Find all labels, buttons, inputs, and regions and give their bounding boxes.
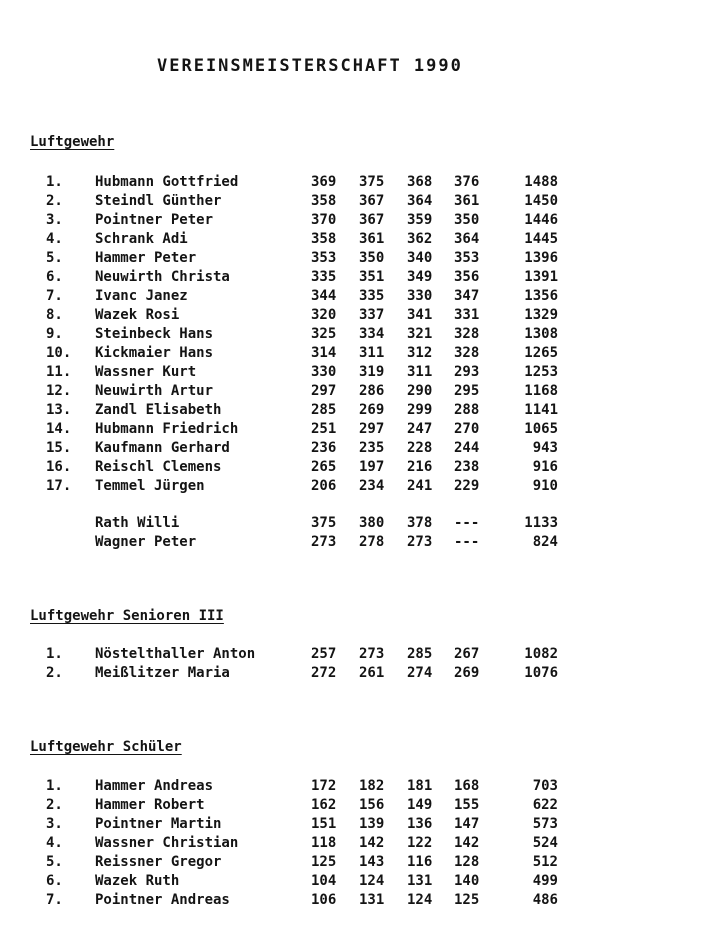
score-3: 136 [407,816,433,832]
total-score: 573 [532,816,558,832]
shooter-name: Schrank Adi [95,231,188,247]
score-1: 314 [311,345,337,361]
score-3: 285 [407,646,433,662]
score-3: 341 [407,307,433,323]
score-2: 261 [359,665,385,681]
total-score: 1168 [524,383,558,399]
score-3: 311 [407,364,433,380]
shooter-name: Kickmaier Hans [95,345,214,361]
shooter-name: Ivanc Janez [95,288,188,304]
rank: 2. [46,193,63,209]
score-4: 142 [454,835,480,851]
total-score: 703 [532,778,558,794]
table-row [0,646,720,665]
score-4: 140 [454,873,480,889]
score-4: 331 [454,307,480,323]
score-4: 238 [454,459,480,475]
score-4: --- [454,515,480,531]
score-1: 151 [311,816,337,832]
score-4: 353 [454,250,480,266]
score-3: 181 [407,778,433,794]
rank: 4. [46,835,63,851]
score-2: 286 [359,383,385,399]
rank: 11. [46,364,72,380]
total-score: 1391 [524,269,558,285]
score-2: 350 [359,250,385,266]
score-3: 299 [407,402,433,418]
table-row [0,835,720,854]
shooter-name: Neuwirth Christa [95,269,230,285]
shooter-name: Wagner Peter [95,534,197,550]
table-row [0,816,720,835]
score-2: 139 [359,816,385,832]
score-2: 337 [359,307,385,323]
shooter-name: Reissner Gregor [95,854,222,870]
score-3: 364 [407,193,433,209]
rank: 10. [46,345,72,361]
total-score: 1446 [524,212,558,228]
score-1: 125 [311,854,337,870]
table-row [0,873,720,892]
score-2: 156 [359,797,385,813]
score-2: 380 [359,515,385,531]
score-2: 297 [359,421,385,437]
rank: 2. [46,665,63,681]
rank: 1. [46,646,63,662]
total-score: 1445 [524,231,558,247]
shooter-name: Steinbeck Hans [95,326,214,342]
score-1: 335 [311,269,337,285]
table-row [0,459,720,478]
score-1: 106 [311,892,337,908]
rank: 5. [46,854,63,870]
shooter-name: Meißlitzer Maria [95,665,230,681]
total-score: 1329 [524,307,558,323]
table-row [0,854,720,873]
shooter-name: Wazek Ruth [95,873,180,889]
score-3: 228 [407,440,433,456]
score-4: 229 [454,478,480,494]
table-row [0,665,720,684]
total-score: 1082 [524,646,558,662]
shooter-name: Pointner Martin [95,816,222,832]
score-4: 328 [454,326,480,342]
table-row [0,534,720,553]
score-1: 325 [311,326,337,342]
shooter-name: Hubmann Friedrich [95,421,239,437]
score-3: 273 [407,534,433,550]
shooter-name: Rath Willi [95,515,180,531]
score-3: 216 [407,459,433,475]
score-3: 124 [407,892,433,908]
rank: 16. [46,459,72,475]
score-2: 234 [359,478,385,494]
score-4: 356 [454,269,480,285]
score-3: 368 [407,174,433,190]
score-3: 340 [407,250,433,266]
shooter-name: Hammer Andreas [95,778,214,794]
score-4: 361 [454,193,480,209]
total-score: 1450 [524,193,558,209]
score-1: 236 [311,440,337,456]
score-4: 155 [454,797,480,813]
shooter-name: Kaufmann Gerhard [95,440,230,456]
table-row [0,269,720,288]
table-row [0,307,720,326]
table-row [0,778,720,797]
rank: 15. [46,440,72,456]
score-2: 375 [359,174,385,190]
table-row [0,402,720,421]
total-score: 1133 [524,515,558,531]
total-score: 1065 [524,421,558,437]
shooter-name: Nöstelthaller Anton [95,646,256,662]
score-1: 370 [311,212,337,228]
score-4: 288 [454,402,480,418]
score-4: 350 [454,212,480,228]
score-3: 122 [407,835,433,851]
shooter-name: Reischl Clemens [95,459,222,475]
score-2: 311 [359,345,385,361]
total-score: 486 [532,892,558,908]
score-4: 244 [454,440,480,456]
score-2: 197 [359,459,385,475]
shooter-name: Steindl Günther [95,193,222,209]
rank: 8. [46,307,63,323]
score-1: 369 [311,174,337,190]
score-4: 125 [454,892,480,908]
shooter-name: Pointner Peter [95,212,214,228]
shooter-name: Wazek Rosi [95,307,180,323]
score-2: 335 [359,288,385,304]
total-score: 1253 [524,364,558,380]
total-score: 910 [532,478,558,494]
score-4: 269 [454,665,480,681]
rank: 17. [46,478,72,494]
score-1: 251 [311,421,337,437]
score-4: 128 [454,854,480,870]
total-score: 512 [532,854,558,870]
score-3: 349 [407,269,433,285]
section-heading-luftgewehr: Luftgewehr [30,134,115,150]
score-2: 334 [359,326,385,342]
score-1: 285 [311,402,337,418]
table-row [0,231,720,250]
table-row [0,421,720,440]
score-1: 358 [311,193,337,209]
page-title: VEREINSMEISTERSCHAFT 1990 [157,56,463,76]
table-row [0,515,720,534]
score-2: 143 [359,854,385,870]
total-score: 1265 [524,345,558,361]
score-1: 358 [311,231,337,247]
rank: 9. [46,326,63,342]
score-2: 269 [359,402,385,418]
score-1: 162 [311,797,337,813]
score-3: 149 [407,797,433,813]
score-1: 118 [311,835,337,851]
rank: 5. [46,250,63,266]
rank: 1. [46,778,63,794]
score-1: 344 [311,288,337,304]
total-score: 622 [532,797,558,813]
score-4: --- [454,534,480,550]
table-row [0,193,720,212]
score-3: 274 [407,665,433,681]
shooter-name: Wassner Kurt [95,364,197,380]
table-row [0,383,720,402]
table-row [0,892,720,911]
score-4: 328 [454,345,480,361]
score-4: 270 [454,421,480,437]
rank: 6. [46,269,63,285]
table-row [0,250,720,269]
score-2: 273 [359,646,385,662]
score-3: 321 [407,326,433,342]
score-4: 267 [454,646,480,662]
table-row [0,345,720,364]
score-1: 104 [311,873,337,889]
rank: 6. [46,873,63,889]
score-1: 172 [311,778,337,794]
shooter-name: Pointner Andreas [95,892,230,908]
score-1: 257 [311,646,337,662]
score-2: 235 [359,440,385,456]
score-1: 273 [311,534,337,550]
total-score: 499 [532,873,558,889]
score-3: 330 [407,288,433,304]
score-2: 278 [359,534,385,550]
score-4: 295 [454,383,480,399]
score-3: 290 [407,383,433,399]
shooter-name: Temmel Jürgen [95,478,205,494]
score-4: 376 [454,174,480,190]
score-3: 359 [407,212,433,228]
rank: 3. [46,816,63,832]
rank: 1. [46,174,63,190]
total-score: 1396 [524,250,558,266]
score-3: 362 [407,231,433,247]
total-score: 916 [532,459,558,475]
score-1: 353 [311,250,337,266]
table-row [0,174,720,193]
total-score: 1488 [524,174,558,190]
total-score: 1308 [524,326,558,342]
score-1: 375 [311,515,337,531]
score-1: 206 [311,478,337,494]
score-4: 168 [454,778,480,794]
score-1: 272 [311,665,337,681]
score-4: 293 [454,364,480,380]
score-2: 142 [359,835,385,851]
shooter-name: Hammer Peter [95,250,197,266]
table-row [0,212,720,231]
score-4: 364 [454,231,480,247]
total-score: 1076 [524,665,558,681]
total-score: 943 [532,440,558,456]
rank: 2. [46,797,63,813]
shooter-name: Hammer Robert [95,797,205,813]
score-4: 347 [454,288,480,304]
rank: 4. [46,231,63,247]
shooter-name: Hubmann Gottfried [95,174,239,190]
score-4: 147 [454,816,480,832]
rank: 12. [46,383,72,399]
shooter-name: Zandl Elisabeth [95,402,222,418]
table-row [0,478,720,497]
score-3: 247 [407,421,433,437]
score-2: 182 [359,778,385,794]
total-score: 1141 [524,402,558,418]
score-2: 351 [359,269,385,285]
score-3: 131 [407,873,433,889]
table-row [0,288,720,307]
table-row [0,364,720,383]
score-2: 319 [359,364,385,380]
score-3: 378 [407,515,433,531]
score-2: 361 [359,231,385,247]
shooter-name: Wassner Christian [95,835,239,851]
rank: 13. [46,402,72,418]
score-2: 367 [359,193,385,209]
rank: 3. [46,212,63,228]
score-3: 241 [407,478,433,494]
table-row [0,440,720,459]
score-1: 297 [311,383,337,399]
total-score: 824 [532,534,558,550]
rank: 14. [46,421,72,437]
total-score: 1356 [524,288,558,304]
shooter-name: Neuwirth Artur [95,383,214,399]
score-2: 124 [359,873,385,889]
table-row [0,326,720,345]
score-2: 367 [359,212,385,228]
score-1: 330 [311,364,337,380]
score-2: 131 [359,892,385,908]
score-3: 116 [407,854,433,870]
total-score: 524 [532,835,558,851]
rank: 7. [46,892,63,908]
score-1: 320 [311,307,337,323]
section-heading-senioren: Luftgewehr Senioren III [30,608,224,624]
score-3: 312 [407,345,433,361]
section-heading-schueler: Luftgewehr Schüler [30,739,182,755]
rank: 7. [46,288,63,304]
table-row [0,797,720,816]
score-1: 265 [311,459,337,475]
